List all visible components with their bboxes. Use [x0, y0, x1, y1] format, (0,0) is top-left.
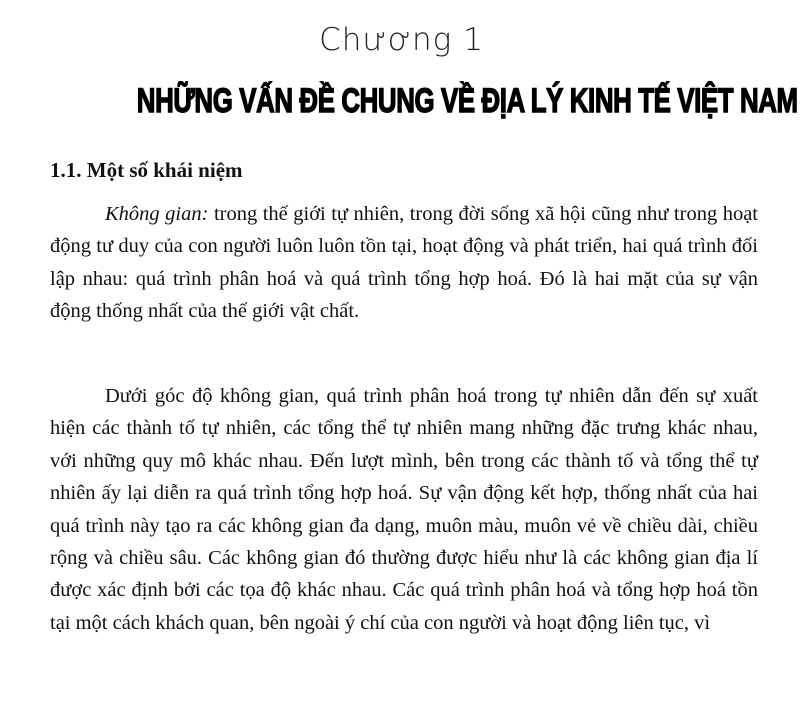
chapter-label: Chương 1: [319, 22, 484, 58]
paragraph-1-text: trong thế giới tự nhiên, trong đời sống xã hội cũng như trong hoạt động tư duy của con người luôn luôn tồn tại, hoạt động và phát triển, hai quá trình đối lập nhau: quá trình phân hoá và quá trình tổng hợp hoá. Đó là hai mặt của sự vận động thống nhất của thế giới vật chất.: [50, 203, 758, 323]
paragraph-1-term: Không gian:: [105, 203, 209, 225]
paragraph-1: [50, 198, 758, 328]
chapter-title: NHỮNG VẤN ĐỀ CHUNG VỀ ĐỊA LÝ KINH TẾ VIỆT NAM: [136, 82, 798, 120]
paragraph-2-text: Dưới góc độ không gian, quá trình phân hoá trong tự nhiên dẫn đến sự xuất hiện các thành tố tự nhiên, các tổng thể tự nhiên mang những đặc trưng khác nhau, với những quy mô khác nhau. Đến lượt mình, bên trong các thành tố và tổng thể tự nhiên ấy lại diễn ra quá trình tổng hợp hoá. Sự vận động kết hợp, thống nhất của hai quá trình này tạo ra các không gian đa dạng, muôn màu, muôn vẻ về chiều dài, chiều rộng và chiều sâu. Các không gian đó thường được hiểu như là các không gian địa lí được xác định bởi các tọa độ khác nhau. Các quá trình phân hoá và tổng hợp hoá tồn tại một cách khách quan, bên ngoài ý chí của con người và hoạt động liên tục, vì: [50, 385, 758, 634]
section-heading: 1.1. Một số khái niệm: [50, 158, 243, 182]
paragraph-2: [50, 380, 758, 639]
